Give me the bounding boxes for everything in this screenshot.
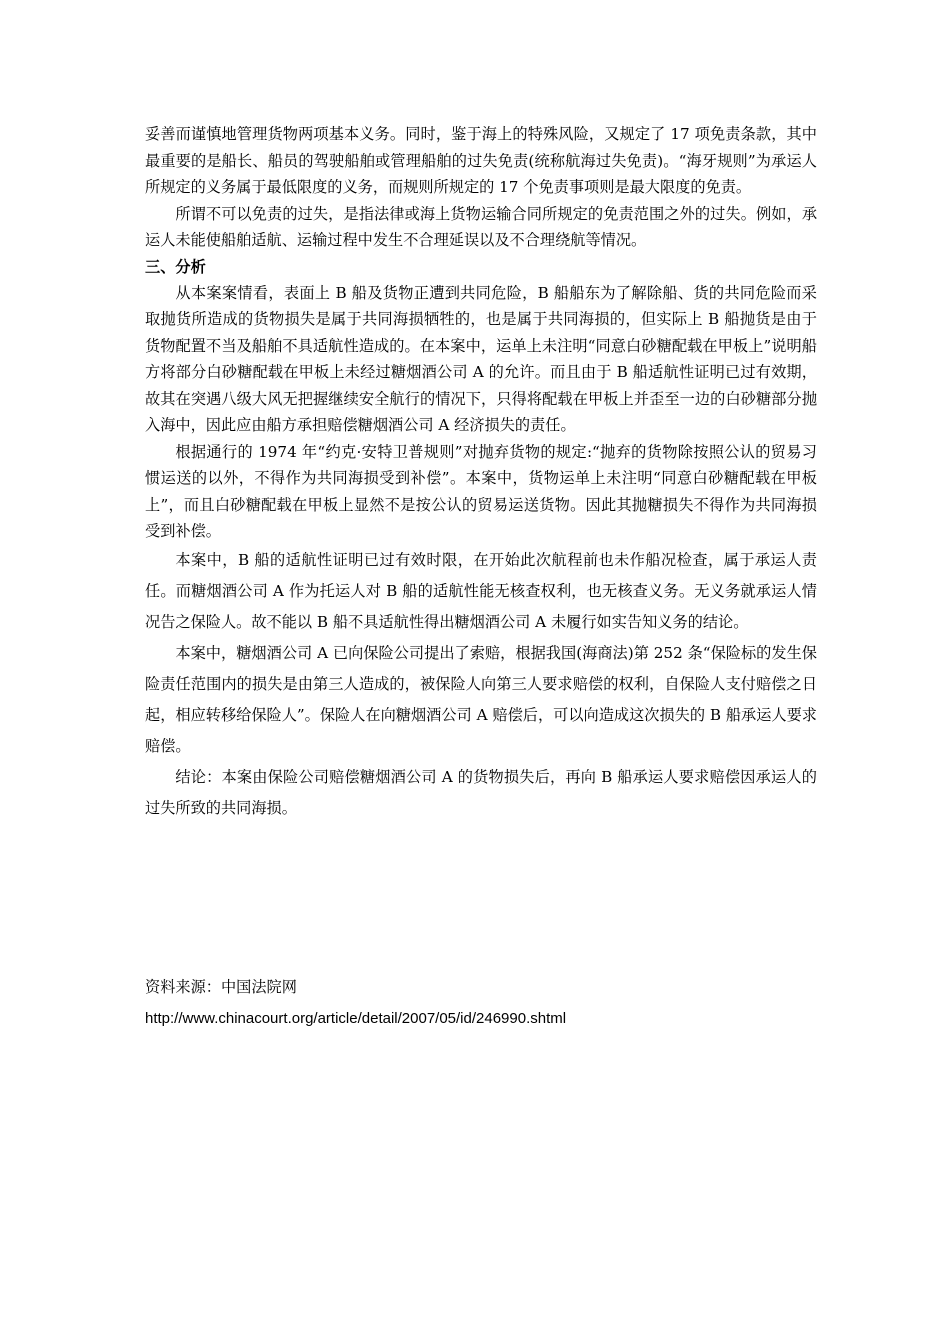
paragraph-subrogation: 本案中，糖烟酒公司 A 已向保险公司提出了索赔，根据我国(海商法)第 252 条“保险标的发生保险责任范围内的损失是由第三人造成的，被保险人向第三人要求赔偿的权利，自保险人支付赔偿之日起，相应转移给保险人”。保险人在向糖烟酒公司 A 赔偿后，可以向造成这次损失的 B 船承运人要求赔偿。: [145, 643, 817, 755]
paragraph-case-analysis: 从本案案情看，表面上 B 船及货物正遭到共同危险，B 船船东为了解除船、货的共同危险而采取抛货所造成的货物损失是属于共同海损牺牲的，也是属于共同海损的，但实际上 B 船抛货是由于货物配置不当及船舶不具适航性造成的。在本案中，运单上未注明“同意白砂糖配载在甲板上”说明船方将部分白砂糖配载在甲板上未经过糖烟酒公司 A 的允许。而且由于 B 船适航性证明已过有效期，故其在突遇八级大风无把握继续安全航行的情况下，只得将配载在甲板上并歪至一边的白砂糖部分抛入海中，因此应由船方承担赔偿糖烟酒公司 A 经济损失的责任。: [145, 283, 817, 434]
source-citation: [145, 972, 845, 1034]
paragraph-seaworthiness: 本案中，B 船的适航性证明已过有效时限，在开始此次航程前也未作船况检查，属于承运人责任。而糖烟酒公司 A 作为托运人对 B 船的适航性能无核查权利，也无核查义务。无义务就承运人情况告之保险人。故不能以 B 船不具适航性得出糖烟酒公司 A 未履行如实告知义务的结论。: [145, 550, 817, 631]
paragraph-carrier-duties: 妥善而谨慎地管理货物两项基本义务。同时，鉴于海上的特殊风险，又规定了 17 项免责条款，其中最重要的是船长、船员的驾驶船舶或管理船舶的过失免责(统称航海过失免责)。“海牙规则”为承运人所规定的义务属于最低限度的义务，而规则所规定的 17 个免责事项则是最大限度的免责。: [145, 125, 817, 196]
paragraph-non-exempt-fault: 所谓不可以免责的过失，是指法律或海上货物运输合同所规定的免责范围之外的过失。例如，承运人未能使船舶适航、运输过程中发生不合理延误以及不合理绕航等情况。: [145, 204, 817, 249]
section-heading-analysis: 三、分析: [145, 257, 206, 276]
source-label: 资料来源：中国法院网: [145, 978, 297, 996]
paragraph-york-antwerp-rules: 根据通行的 1974 年“约克·安特卫普规则”对抛弃货物的规定:“抛弃的货物除按照公认的贸易习惯运送的以外，不得作为共同海损受到补偿”。本案中，货物运单上未注明“同意白砂糖配载在甲板上”，而且白砂糖配载在甲板上显然不是按公认的贸易运送货物。因此其抛糖损失不得作为共同海损受到补偿。: [145, 442, 817, 540]
source-url: http://www.chinacourt.org/article/detail/2007/05/id/246990.shtml: [145, 1010, 567, 1027]
document-body: [145, 121, 817, 824]
paragraph-conclusion: 结论：本案由保险公司赔偿糖烟酒公司 A 的货物损失后，再向 B 船承运人要求赔偿因承运人的过失所致的共同海损。: [145, 767, 817, 817]
